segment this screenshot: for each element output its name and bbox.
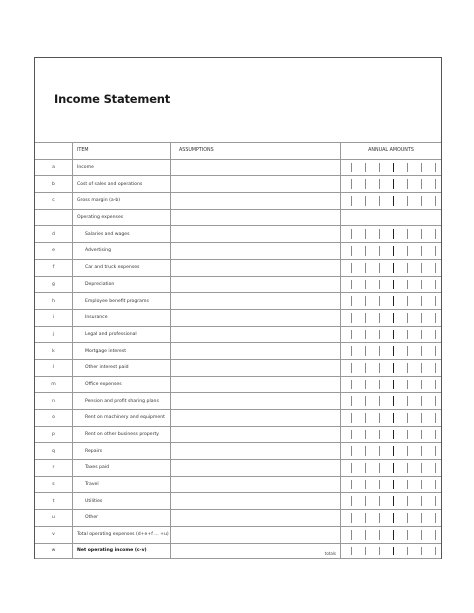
annual-amount-field[interactable] bbox=[340, 443, 441, 459]
annual-amount-field[interactable] bbox=[340, 527, 441, 543]
row-letter: c bbox=[52, 198, 55, 204]
table-row bbox=[35, 309, 441, 326]
amount-digit-divider bbox=[407, 430, 408, 440]
amount-digit-divider bbox=[351, 430, 352, 440]
amount-digit-divider bbox=[351, 280, 352, 290]
amount-digit-divider bbox=[351, 296, 352, 306]
amount-digit-divider bbox=[379, 363, 380, 373]
annual-amount-field[interactable] bbox=[340, 460, 441, 476]
amount-digit-divider bbox=[351, 229, 352, 239]
row-letter: u bbox=[52, 515, 55, 521]
table-row bbox=[35, 543, 441, 560]
amount-digit-divider bbox=[379, 396, 380, 406]
amount-digit-divider bbox=[365, 446, 366, 456]
amount-digit-divider bbox=[435, 229, 436, 239]
amount-digit-divider bbox=[379, 446, 380, 456]
row-item-label: Insurance bbox=[72, 310, 170, 326]
totals-label: totals bbox=[324, 551, 336, 557]
amount-digit-divider bbox=[365, 163, 366, 173]
amount-digit-divider bbox=[379, 229, 380, 239]
table-row bbox=[35, 459, 441, 476]
amount-digit-divider bbox=[407, 530, 408, 540]
amount-digit-divider bbox=[421, 196, 422, 206]
amount-digit-divider bbox=[351, 446, 352, 456]
amount-digit-divider bbox=[351, 496, 352, 506]
amount-digit-divider bbox=[421, 413, 422, 423]
amount-digit-divider bbox=[407, 413, 408, 423]
amount-digit-divider bbox=[365, 330, 366, 340]
amount-digit-divider bbox=[407, 513, 408, 523]
amount-digit-divider bbox=[407, 547, 408, 556]
table-row bbox=[35, 159, 441, 176]
table-row bbox=[35, 476, 441, 493]
amount-digit-divider bbox=[407, 480, 408, 490]
amount-digit-divider bbox=[379, 480, 380, 490]
table-row bbox=[35, 342, 441, 359]
amount-digit-divider bbox=[407, 446, 408, 456]
row-letter: h bbox=[52, 298, 55, 304]
amount-digit-divider bbox=[393, 547, 394, 556]
amount-digit-divider bbox=[407, 163, 408, 173]
assumption-field[interactable] bbox=[170, 460, 340, 476]
amount-digit-divider bbox=[351, 263, 352, 273]
table-row bbox=[35, 409, 441, 426]
amount-digit-divider bbox=[407, 196, 408, 206]
row-item-label: Salaries and wages bbox=[72, 226, 170, 242]
assumption-field[interactable] bbox=[170, 393, 340, 409]
annual-amount-field[interactable] bbox=[340, 176, 441, 192]
row-letter: j bbox=[52, 331, 55, 337]
amount-digit-divider bbox=[393, 396, 394, 406]
assumption-field[interactable] bbox=[170, 210, 340, 226]
assumption-field[interactable] bbox=[170, 360, 340, 376]
row-item-label: Net operating income (c-v) bbox=[72, 544, 170, 559]
assumption-field[interactable] bbox=[170, 193, 340, 209]
amount-digit-divider bbox=[351, 530, 352, 540]
row-item-label: Repairs bbox=[72, 443, 170, 459]
annual-amount-field[interactable] bbox=[340, 327, 441, 343]
amount-digit-divider bbox=[435, 330, 436, 340]
amount-digit-divider bbox=[435, 513, 436, 523]
row-item-label: Car and truck expenses bbox=[72, 260, 170, 276]
amount-digit-divider bbox=[365, 179, 366, 189]
amount-digit-divider bbox=[393, 196, 394, 206]
amount-digit-divider bbox=[351, 346, 352, 356]
amount-digit-divider bbox=[379, 296, 380, 306]
amount-digit-divider bbox=[393, 463, 394, 473]
row-letter: w bbox=[51, 548, 56, 554]
table-row bbox=[35, 359, 441, 376]
annual-amount-field[interactable] bbox=[340, 160, 441, 176]
amount-digit-divider bbox=[393, 163, 394, 173]
annual-amount-field[interactable] bbox=[340, 310, 441, 326]
amount-digit-divider bbox=[435, 463, 436, 473]
amount-digit-divider bbox=[435, 396, 436, 406]
row-letter: a bbox=[52, 165, 55, 171]
amount-digit-divider bbox=[435, 363, 436, 373]
amount-digit-divider bbox=[379, 163, 380, 173]
amount-digit-divider bbox=[435, 263, 436, 273]
assumption-field[interactable] bbox=[170, 443, 340, 459]
annual-amount-field[interactable] bbox=[340, 510, 441, 526]
amount-digit-divider bbox=[407, 330, 408, 340]
row-letter: d bbox=[52, 231, 55, 237]
amount-digit-divider bbox=[421, 480, 422, 490]
amount-digit-divider bbox=[421, 430, 422, 440]
row-item-label: Utilities bbox=[72, 493, 170, 509]
amount-digit-divider bbox=[393, 179, 394, 189]
assumption-field[interactable] bbox=[170, 327, 340, 343]
amount-digit-divider bbox=[435, 296, 436, 306]
annual-amount-field[interactable] bbox=[340, 293, 441, 309]
assumption-field[interactable] bbox=[170, 527, 340, 543]
table-row bbox=[35, 426, 441, 443]
amount-digit-divider bbox=[365, 196, 366, 206]
amount-digit-divider bbox=[379, 513, 380, 523]
amount-digit-divider bbox=[407, 363, 408, 373]
table-row bbox=[35, 192, 441, 209]
amount-digit-divider bbox=[407, 179, 408, 189]
amount-digit-divider bbox=[407, 313, 408, 323]
amount-digit-divider bbox=[393, 363, 394, 373]
table-row bbox=[35, 376, 441, 393]
row-letter: i bbox=[52, 315, 55, 321]
amount-digit-divider bbox=[421, 330, 422, 340]
amount-digit-divider bbox=[421, 496, 422, 506]
amount-digit-divider bbox=[379, 263, 380, 273]
amount-digit-divider bbox=[379, 246, 380, 256]
assumption-field[interactable] bbox=[170, 477, 340, 493]
amount-digit-divider bbox=[393, 530, 394, 540]
annual-amount-field[interactable] bbox=[340, 477, 441, 493]
amount-digit-divider bbox=[421, 229, 422, 239]
amount-digit-divider bbox=[421, 513, 422, 523]
amount-digit-divider bbox=[421, 380, 422, 390]
assumption-field[interactable] bbox=[170, 277, 340, 293]
amount-digit-divider bbox=[379, 380, 380, 390]
row-item-label: Cost of sales and operations bbox=[72, 176, 170, 192]
assumption-field[interactable] bbox=[170, 176, 340, 192]
table-row bbox=[35, 242, 441, 259]
table-row bbox=[35, 292, 441, 309]
assumption-field[interactable] bbox=[170, 510, 340, 526]
amount-digit-divider bbox=[351, 547, 352, 556]
row-letter: n bbox=[52, 398, 55, 404]
amount-digit-divider bbox=[435, 246, 436, 256]
amount-digit-divider bbox=[435, 496, 436, 506]
amount-digit-divider bbox=[421, 463, 422, 473]
amount-digit-divider bbox=[393, 413, 394, 423]
table-header-row bbox=[35, 142, 441, 159]
amount-digit-divider bbox=[421, 280, 422, 290]
row-item-label: Mortgage interest bbox=[72, 343, 170, 359]
amount-digit-divider bbox=[393, 446, 394, 456]
amount-digit-divider bbox=[407, 296, 408, 306]
amount-digit-divider bbox=[435, 346, 436, 356]
annual-amount-field[interactable] bbox=[340, 226, 441, 242]
amount-digit-divider bbox=[393, 263, 394, 273]
amount-digit-divider bbox=[421, 530, 422, 540]
amount-digit-divider bbox=[351, 179, 352, 189]
amount-digit-divider bbox=[407, 280, 408, 290]
amount-digit-divider bbox=[365, 296, 366, 306]
table-row bbox=[35, 259, 441, 276]
assumptions-header: ASSUMPTIONS bbox=[170, 143, 340, 159]
amount-digit-divider bbox=[393, 330, 394, 340]
amount-digit-divider bbox=[365, 396, 366, 406]
annual-amount-field[interactable] bbox=[340, 544, 441, 559]
row-item-label: Office expenses bbox=[72, 377, 170, 393]
annual-amount-field[interactable] bbox=[340, 343, 441, 359]
amount-digit-divider bbox=[421, 163, 422, 173]
assumption-field[interactable] bbox=[170, 493, 340, 509]
annual-amount-field[interactable] bbox=[340, 393, 441, 409]
amount-digit-divider bbox=[407, 346, 408, 356]
amount-digit-divider bbox=[379, 330, 380, 340]
amount-digit-divider bbox=[365, 229, 366, 239]
row-item-label: Income bbox=[72, 160, 170, 176]
amount-digit-divider bbox=[365, 480, 366, 490]
amount-digit-divider bbox=[421, 263, 422, 273]
amount-digit-divider bbox=[421, 246, 422, 256]
amount-digit-divider bbox=[365, 380, 366, 390]
amount-digit-divider bbox=[365, 513, 366, 523]
amount-digit-divider bbox=[393, 280, 394, 290]
amount-digit-divider bbox=[365, 346, 366, 356]
row-item-label: Total operating expenses (d+e+f ... +u) bbox=[72, 527, 170, 543]
row-letter: v bbox=[52, 532, 55, 538]
row-item-label: Advertising bbox=[72, 243, 170, 259]
amount-digit-divider bbox=[393, 246, 394, 256]
row-item-label: Operating expenses bbox=[72, 210, 170, 226]
amount-digit-divider bbox=[379, 463, 380, 473]
amount-digit-divider bbox=[351, 463, 352, 473]
amount-digit-divider bbox=[435, 280, 436, 290]
assumption-field[interactable] bbox=[170, 160, 340, 176]
amount-digit-divider bbox=[393, 480, 394, 490]
table-row bbox=[35, 492, 441, 509]
amount-digit-divider bbox=[351, 513, 352, 523]
amount-digit-divider bbox=[351, 196, 352, 206]
row-item-label: Other bbox=[72, 510, 170, 526]
row-item-label: Travel bbox=[72, 477, 170, 493]
amount-digit-divider bbox=[379, 280, 380, 290]
amount-digit-divider bbox=[407, 496, 408, 506]
row-letter: f bbox=[52, 265, 55, 271]
assumption-field[interactable] bbox=[170, 243, 340, 259]
assumption-field[interactable] bbox=[170, 427, 340, 443]
amount-digit-divider bbox=[379, 530, 380, 540]
letter-header bbox=[35, 143, 72, 159]
amount-digit-divider bbox=[393, 229, 394, 239]
row-letter: e bbox=[52, 248, 55, 254]
amount-digit-divider bbox=[379, 496, 380, 506]
assumption-field[interactable] bbox=[170, 293, 340, 309]
annual-amount-field[interactable] bbox=[340, 493, 441, 509]
amount-digit-divider bbox=[421, 446, 422, 456]
amount-digit-divider bbox=[393, 313, 394, 323]
amount-digit-divider bbox=[365, 430, 366, 440]
amount-digit-divider bbox=[365, 280, 366, 290]
amount-digit-divider bbox=[351, 480, 352, 490]
row-letter: g bbox=[52, 281, 55, 287]
amount-digit-divider bbox=[393, 296, 394, 306]
table-row bbox=[35, 509, 441, 526]
amount-digit-divider bbox=[365, 363, 366, 373]
amount-digit-divider bbox=[421, 547, 422, 556]
table-row bbox=[35, 442, 441, 459]
amount-digit-divider bbox=[435, 179, 436, 189]
table-row bbox=[35, 276, 441, 293]
amount-digit-divider bbox=[407, 463, 408, 473]
row-item-label: Gross margin (a-b) bbox=[72, 193, 170, 209]
amount-digit-divider bbox=[365, 246, 366, 256]
amount-digit-divider bbox=[435, 413, 436, 423]
amount-digit-divider bbox=[365, 496, 366, 506]
row-letter: r bbox=[52, 465, 55, 471]
amount-digit-divider bbox=[379, 547, 380, 556]
row-letter: o bbox=[52, 415, 55, 421]
row-item-label: Taxes paid bbox=[72, 460, 170, 476]
amount-digit-divider bbox=[407, 246, 408, 256]
table-row bbox=[35, 225, 441, 242]
amount-digit-divider bbox=[421, 346, 422, 356]
annual-amount-field[interactable] bbox=[340, 210, 441, 226]
amount-digit-divider bbox=[365, 547, 366, 556]
amount-digit-divider bbox=[393, 496, 394, 506]
amount-digit-divider bbox=[379, 346, 380, 356]
table-row bbox=[35, 175, 441, 192]
row-item-label: Rent on machinery and equipment bbox=[72, 410, 170, 426]
assumption-field[interactable] bbox=[170, 260, 340, 276]
amount-digit-divider bbox=[351, 396, 352, 406]
amount-digit-divider bbox=[379, 196, 380, 206]
row-item-label: Pension and profit sharing plans bbox=[72, 393, 170, 409]
page-title: Income Statement bbox=[54, 92, 171, 106]
amount-digit-divider bbox=[393, 346, 394, 356]
table-row bbox=[35, 526, 441, 543]
amount-digit-divider bbox=[407, 263, 408, 273]
amount-digit-divider bbox=[435, 547, 436, 556]
assumption-field[interactable] bbox=[170, 377, 340, 393]
amount-digit-divider bbox=[365, 313, 366, 323]
row-letter: q bbox=[52, 448, 55, 454]
amount-digit-divider bbox=[407, 380, 408, 390]
row-letter: t bbox=[52, 498, 55, 504]
assumption-field[interactable] bbox=[170, 410, 340, 426]
amount-digit-divider bbox=[351, 246, 352, 256]
annual-amount-field[interactable] bbox=[340, 360, 441, 376]
assumption-field[interactable] bbox=[170, 226, 340, 242]
amount-digit-divider bbox=[379, 430, 380, 440]
amount-digit-divider bbox=[379, 179, 380, 189]
amount-digit-divider bbox=[421, 179, 422, 189]
annual-amount-field[interactable] bbox=[340, 427, 441, 443]
table-row bbox=[35, 392, 441, 409]
amount-digit-divider bbox=[407, 229, 408, 239]
amount-digit-divider bbox=[351, 380, 352, 390]
amount-digit-divider bbox=[365, 413, 366, 423]
amount-digit-divider bbox=[421, 396, 422, 406]
annual-amount-field[interactable] bbox=[340, 243, 441, 259]
row-item-label: Legal and professional bbox=[72, 327, 170, 343]
amount-digit-divider bbox=[351, 313, 352, 323]
annual-amount-field[interactable] bbox=[340, 410, 441, 426]
annual-amount-field[interactable] bbox=[340, 277, 441, 293]
row-letter: s bbox=[52, 482, 55, 488]
row-item-label: Depreciation bbox=[72, 277, 170, 293]
amount-digit-divider bbox=[421, 363, 422, 373]
amount-digit-divider bbox=[435, 380, 436, 390]
amount-digit-divider bbox=[421, 313, 422, 323]
amount-digit-divider bbox=[365, 530, 366, 540]
annual-amount-field[interactable] bbox=[340, 260, 441, 276]
row-letter: m bbox=[51, 381, 56, 387]
amount-digit-divider bbox=[435, 196, 436, 206]
amount-digit-divider bbox=[379, 313, 380, 323]
amount-digit-divider bbox=[365, 263, 366, 273]
amount-digit-divider bbox=[351, 363, 352, 373]
row-letter: b bbox=[52, 181, 55, 187]
row-item-label: Rent on other business property bbox=[72, 427, 170, 443]
amount-digit-divider bbox=[379, 413, 380, 423]
statement-table bbox=[35, 142, 441, 559]
amount-digit-divider bbox=[435, 446, 436, 456]
row-item-label: Employee benefit programs bbox=[72, 293, 170, 309]
amount-digit-divider bbox=[351, 163, 352, 173]
amount-digit-divider bbox=[407, 396, 408, 406]
assumption-field[interactable] bbox=[170, 310, 340, 326]
amount-digit-divider bbox=[365, 463, 366, 473]
assumption-field[interactable] bbox=[170, 544, 340, 559]
income-statement-form bbox=[34, 57, 442, 559]
amount-digit-divider bbox=[393, 513, 394, 523]
amount-digit-divider bbox=[435, 313, 436, 323]
table-row bbox=[35, 326, 441, 343]
annual-amount-field[interactable] bbox=[340, 377, 441, 393]
amount-digit-divider bbox=[421, 296, 422, 306]
row-item-label: Other interest paid bbox=[72, 360, 170, 376]
row-letter bbox=[35, 210, 72, 226]
amount-digit-divider bbox=[435, 430, 436, 440]
amount-digit-divider bbox=[435, 480, 436, 490]
amount-digit-divider bbox=[393, 380, 394, 390]
table-row bbox=[35, 209, 441, 226]
assumption-field[interactable] bbox=[170, 343, 340, 359]
row-letter: l bbox=[52, 365, 55, 371]
annual-amounts-header: ANNUAL AMOUNTS bbox=[340, 143, 441, 159]
annual-amount-field[interactable] bbox=[340, 193, 441, 209]
row-letter: p bbox=[52, 432, 55, 438]
amount-digit-divider bbox=[351, 330, 352, 340]
amount-digit-divider bbox=[393, 430, 394, 440]
amount-digit-divider bbox=[435, 163, 436, 173]
row-letter: k bbox=[52, 348, 55, 354]
amount-digit-divider bbox=[435, 530, 436, 540]
item-header: ITEM bbox=[72, 143, 170, 159]
amount-digit-divider bbox=[351, 413, 352, 423]
